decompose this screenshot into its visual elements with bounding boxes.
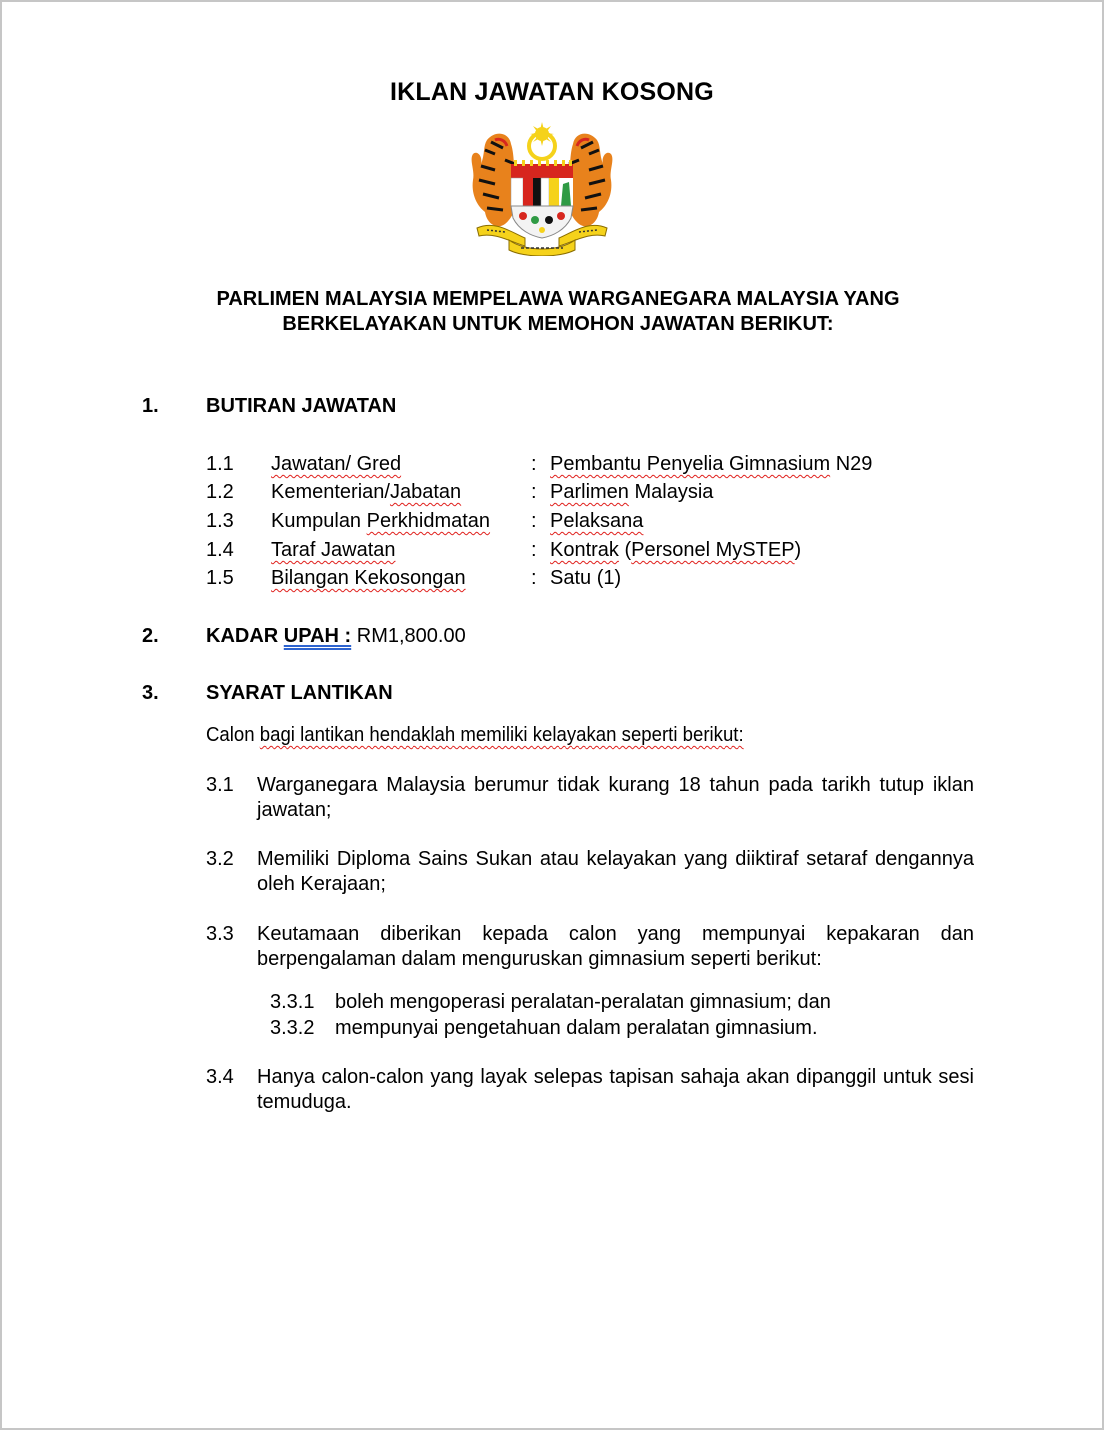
item-text: Memiliki Diploma Sains Sukan atau kelayakan yang diiktiraf setaraf dengannya oleh Kerajaan; <box>257 848 974 895</box>
row-colon: : <box>531 453 537 475</box>
row-value <box>550 539 801 562</box>
row-number: 1.2 <box>206 481 234 503</box>
value-flagged: Parlimen <box>550 481 629 503</box>
requirement-item <box>206 1065 974 1115</box>
section-3-number: 3. <box>142 682 159 704</box>
item-number: 3.1 <box>206 774 234 796</box>
row-value <box>550 453 872 476</box>
sub-item-text: mempunyai pengetahuan dalam peralatan gimnasium. <box>335 1017 818 1039</box>
sub-item-number: 3.3.1 <box>270 991 315 1013</box>
left-tiger-icon <box>472 134 518 227</box>
row-colon: : <box>531 539 537 561</box>
value-flagged: Kontrak <box>550 539 619 561</box>
heading-flagged: UPAH : <box>283 625 352 647</box>
section-3-intro <box>206 723 744 748</box>
item-text: Hanya calon-calon yang layak selepas tapisan sahaja akan dipanggil untuk sesi temuduga. <box>257 1066 974 1113</box>
item-number: 3.3 <box>206 923 234 945</box>
row-colon: : <box>531 567 537 589</box>
star-icon <box>530 122 554 146</box>
requirement-item <box>206 773 974 823</box>
sub-item-number: 3.3.2 <box>270 1017 315 1039</box>
sub-item <box>270 1017 818 1040</box>
section-3-heading: SYARAT LANTIKAN <box>206 682 393 704</box>
wage-value: RM1,800.00 <box>351 625 466 647</box>
value-flagged: Pembantu Penyelia Gimnasium <box>550 453 831 475</box>
section-2-heading <box>206 625 466 648</box>
value-end: ) <box>794 539 802 561</box>
item-text: Keutamaan diberikan kepada calon yang mempunyai kepakaran dan berpengalaman dalam menguruskan gimnasium seperti berikut: <box>257 923 974 970</box>
row-value: Satu (1) <box>550 567 622 589</box>
item-number: 3.4 <box>206 1066 234 1088</box>
value-flagged-2: Personel MySTEP <box>631 539 795 561</box>
section-2-number: 2. <box>142 625 159 647</box>
row-number: 1.1 <box>206 453 234 475</box>
sub-item-text: boleh mengoperasi peralatan-peralatan gimnasium; dan <box>335 991 831 1013</box>
row-colon: : <box>531 510 537 532</box>
intro-flagged: bagi lantikan hendaklah memiliki kelayakan seperti berikut: <box>259 724 744 746</box>
row-number: 1.5 <box>206 567 234 589</box>
shield-icon <box>511 160 573 238</box>
row-number: 1.3 <box>206 510 234 532</box>
requirement-item <box>206 847 974 897</box>
section-1-number: 1. <box>142 395 159 417</box>
section-1-heading: BUTIRAN JAWATAN <box>206 395 397 417</box>
heading-plain: KADAR <box>206 625 284 647</box>
value-plain: N29 <box>830 453 873 475</box>
value-plain: ( <box>618 539 632 561</box>
row-label: Taraf Jawatan <box>271 539 396 561</box>
row-value: Pelaksana <box>550 510 644 532</box>
intro-plain: Calon <box>206 724 260 746</box>
row-value <box>550 481 713 504</box>
subtitle-line-1: PARLIMEN MALAYSIA MEMPELAWA WARGANEGARA MALAYSIA YANG <box>216 288 900 310</box>
item-number: 3.2 <box>206 848 234 870</box>
sub-item <box>270 991 831 1014</box>
document-title: IKLAN JAWATAN KOSONG <box>390 78 714 106</box>
item-text: Warganegara Malaysia berumur tidak kurang 18 tahun pada tarikh tutup iklan jawatan; <box>257 774 974 821</box>
label-flagged: Perkhidmatan <box>366 510 491 532</box>
subtitle-line-2: BERKELAYAKAN UNTUK MEMOHON JAWATAN BERIKUT: <box>282 313 834 335</box>
row-label <box>271 481 461 504</box>
subtitle <box>2 287 1104 337</box>
row-colon: : <box>531 481 537 503</box>
label-flagged: Jabatan <box>389 481 462 503</box>
value-plain: Malaysia <box>628 481 714 503</box>
row-label: Bilangan Kekosongan <box>271 567 466 589</box>
requirement-item <box>206 922 974 972</box>
right-tiger-icon <box>567 134 613 227</box>
label-plain: Kementerian/ <box>271 481 390 503</box>
row-label: Jawatan/ Gred <box>271 453 402 475</box>
label-plain: Kumpulan <box>271 510 367 532</box>
coat-of-arms-logo <box>465 120 619 256</box>
row-number: 1.4 <box>206 539 234 561</box>
row-label <box>271 510 490 533</box>
